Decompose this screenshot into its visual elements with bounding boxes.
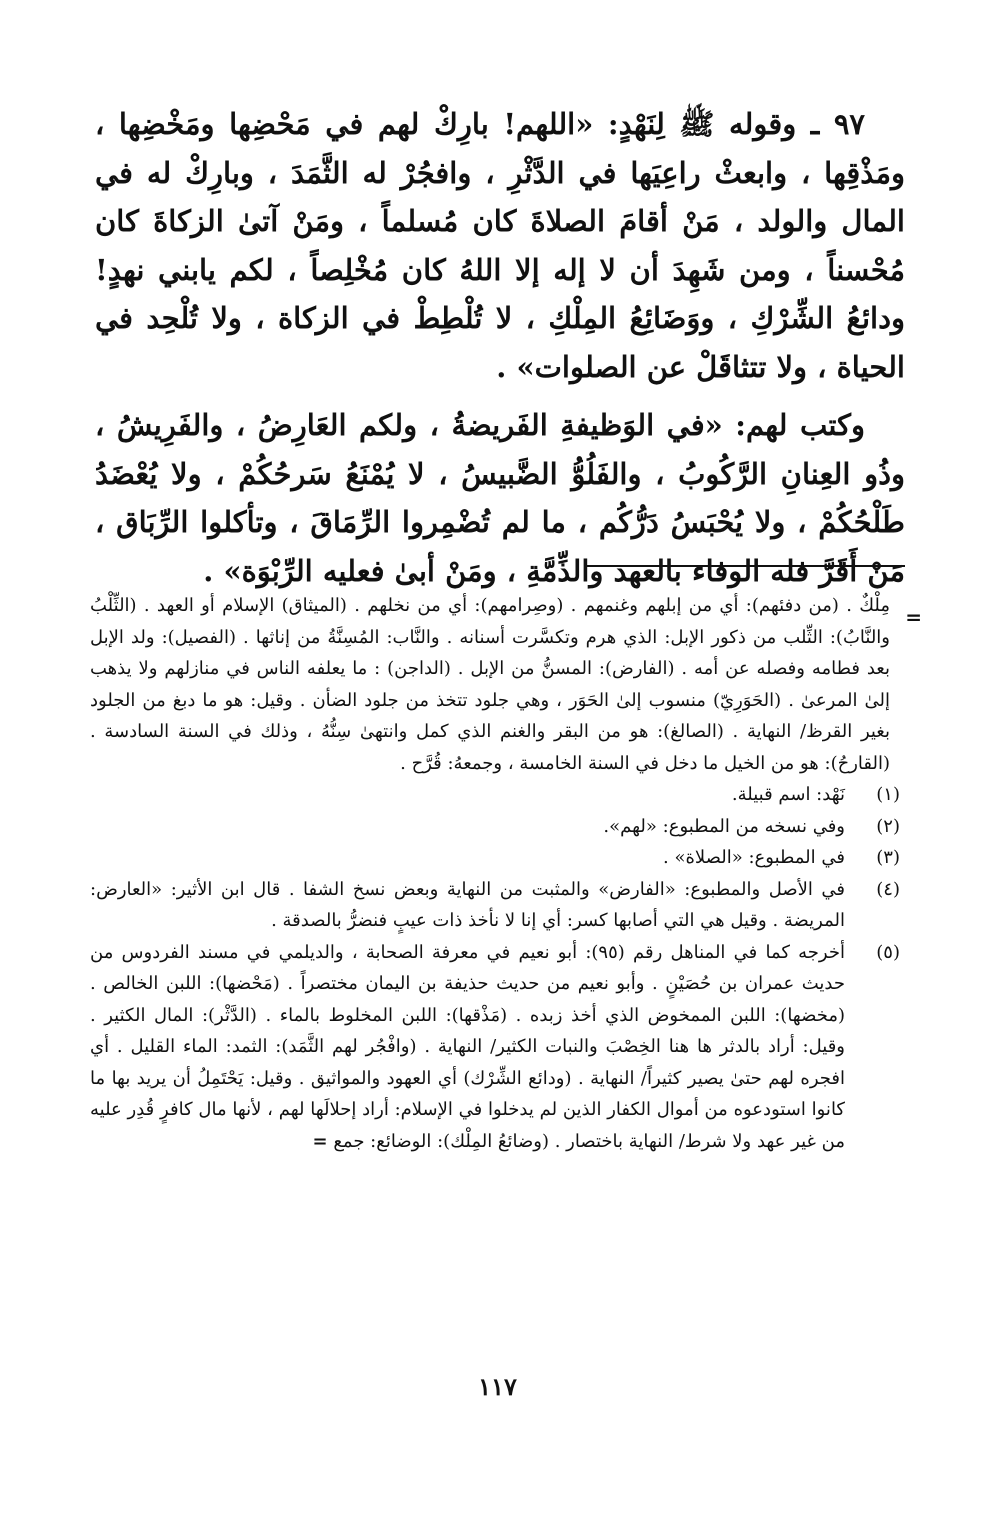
footnote-text: نَهْد: اسم قبيلة.	[731, 784, 845, 805]
footnote-number: (١)	[876, 784, 900, 805]
footnote-text-wrap	[90, 937, 845, 1158]
footnote-3	[90, 842, 900, 874]
footnote-text: وفي نسخه من المطبوع: «لهم».	[603, 815, 845, 837]
hadith-paragraph-97: ٩٧ ـ وقوله ﷺ لِنَهْدٍ: «اللهم! بارِكْ لهم في مَحْضِها ومَخْضِها ، ومَذْقِها ، وابعثْ راعِيَها في الدَّثْرِ ، وافجُرْ له الثَّمَدَ ، وبارِكْ له في المال والولد ، مَنْ أقامَ الصلاةَ كان مُسلماً ، ومَنْ آتىٰ الزكاةَ كان مُحْسناً ، ومن شَهِدَ أن لا إله إلا اللهُ كان مُخْلِصاً ، لكم يابني نهدٍ! ودائعُ الشِّرْكِ ، ووَضَائِعُ المِلْكِ ، لا تُلْطِطْ في الزكاة ، ولا تُلْحِد في الحياة ، ولا تتثاقَلْ عن الصلوات» .	[95, 107, 905, 384]
footnote-separator	[585, 565, 905, 567]
continues-mark: =	[312, 1130, 328, 1152]
page-number: ١١٧	[478, 1372, 517, 1401]
main-text	[95, 100, 905, 595]
footnote-text: في الأصل والمطبوع: «الفارض» والمثبت من النهاية وبعض نسخ الشفا . قال ابن الأثير: «العارض: المريضة . وقيل هي التي أصابها كسر: أي إنا لا نأخذ ذات عيبٍ فنضرُّ بالصدقة .	[90, 878, 845, 931]
footnote-4	[90, 874, 900, 937]
footnote-text: في المطبوع: «الصلاة» .	[663, 847, 845, 868]
footnote-2	[90, 811, 900, 843]
footnote-continuation	[90, 590, 922, 779]
continuation-mark: =	[905, 605, 922, 629]
footnote-1	[90, 779, 900, 811]
letter-paragraph: وكتب لهم: «في الوَظيفةِ الفَريضةُ ، ولكم العَارِضُ ، والفَرِيشُ ، وذُو العِنانِ الرَّكُوبُ ، والفَلُوُّ الضَّبيسُ ، لا يُمْنَعُ سَرحُكُمْ ، ولا يُعْضَدُ طَلْحُكُمْ ، ولا يُحْبَسُ دَرُّكُم ، ما لم تُضْمِروا الرِّمَاقَ ، وتأكلوا الرِّبَاق ، مَنْ أَقَرَّ فله الوفاء بالعهد والذِّمَّةِ ، ومَنْ أبىٰ فعليه الرِّبْوَة» .	[95, 408, 905, 588]
footnote-5	[90, 937, 900, 1158]
footnote-number: (٥)	[876, 941, 900, 963]
footnote-text: أخرجه كما في المناهل رقم (٩٥): أبو نعيم في معرفة الصحابة ، والديلمي في مسند الفردوس من حديث عمران بن حُصَيْنٍ . وأبو نعيم من حديث حذيفة بن اليمان مختصراً . (مَحْضها): اللبن الخالص . (مخضها): اللبن الممخوض الذي أخذ زبده . (مَذْقها): اللبن المخلوط بالماء . (الدَّثْر): المال الكثير . وقيل: أراد بالدثر ها هنا الخِصْبَ والنبات الكثير/ النهاية . (وافْجُر لهم الثَّمَد): الثمد: الماء القليل . أي افجره لهم حتىٰ يصير كثيراً/ النهاية . (ودائع الشِّرْك) أي العهود والمواثيق . وقيل: يَحْتَمِلُ أن يريد بها ما كانوا استودعوه من أموال الكفار الذين لم يدخلوا في الإسلام: أراد إحلالَها لهم ، لأنها مال كافرٍ قُدِر عليه من غير عهد ولا شرط/ النهاية باختصار . (وضائعُ المِلْك): الوضائع: جمع	[90, 941, 845, 1152]
footnotes-section	[90, 590, 922, 1157]
footnote-number: (٤)	[876, 878, 900, 900]
continuation-text: مِلْكٌ . (من دفئهم): أي من إبلهم وغنمهم . (وصِرامهم): أي من نخلهم . (الميثاق) الإسلام أو العهد . (الثِّلْبُ والنَّابُ): الثِّلب من ذكور الإبل: الذي هرم وتكسَّرت أسنانه . والنَّاب: المُسِنَّةُ من إناثها . (الفصيل): ولد الإبل بعد فطامه وفصله عن أمه . (الفارض): المسنُّ من الإبل . (الداجن) : ما يعلفه الناس في منازلهم ولا يذهب إلىٰ المرعىٰ . (الحَوَرِيّ) منسوب إلىٰ الحَوَر ، وهي جلود تتخذ من جلود الضأن . وقيل: هو ما دبغ من الجلود بغير القرظ/ النهاية . (الصالغ): هو من البقر والغنم الذي كمل وانتهىٰ سِنُّهُ ، وذلك في السنة السادسة . (القارحُ): هو من الخيل ما دخل في السنة الخامسة ، وجمعهُ: قُرَّح .	[90, 595, 890, 774]
footnote-number: (٣)	[876, 847, 900, 868]
footnote-number: (٢)	[876, 815, 900, 837]
